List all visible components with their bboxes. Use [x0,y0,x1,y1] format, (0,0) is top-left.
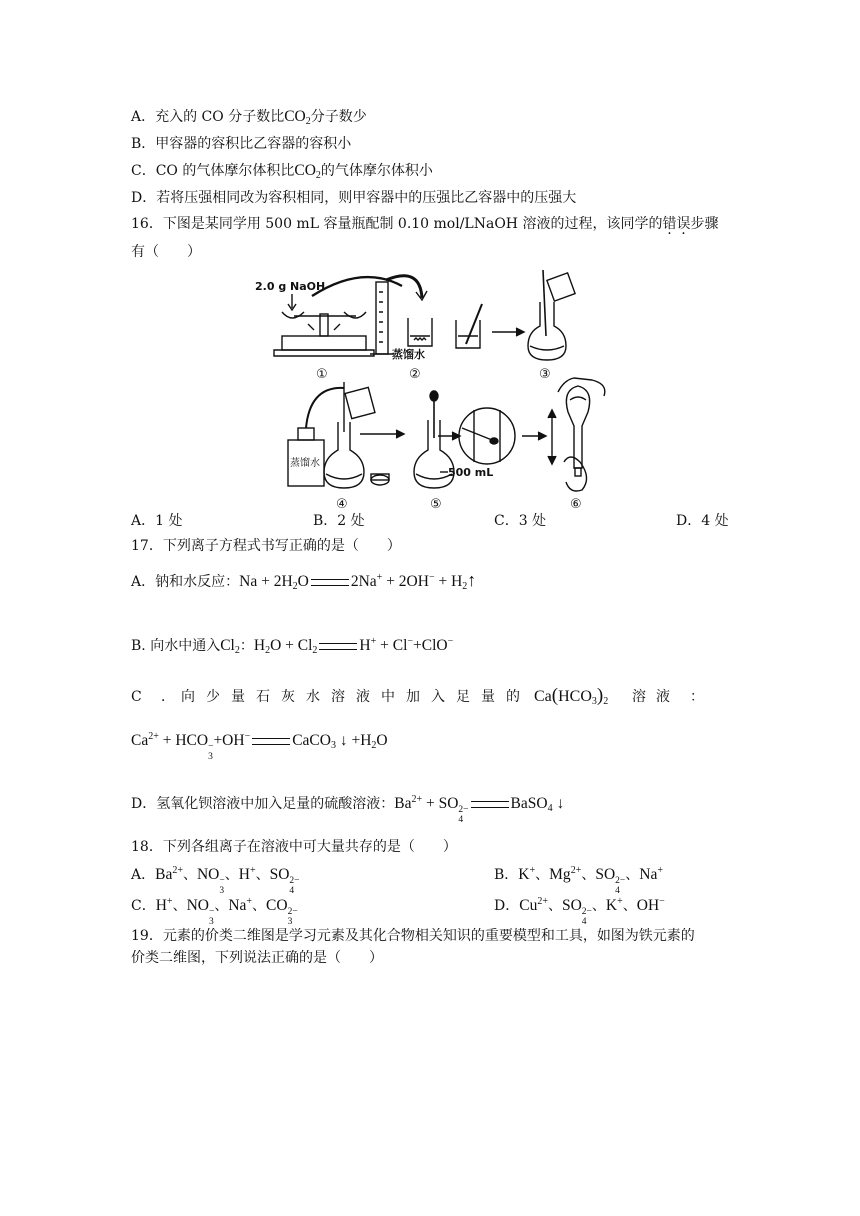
q15-a-tail: 分子数少 [310,109,367,125]
q15-option-b: B．甲容器的容积比乙容器的容积小 [131,136,352,152]
step-6-number: ⑥ [570,497,582,510]
q18-stem: 18．下列各组离子在溶液中可大量共存的是（ ） [131,839,457,855]
step-3-number: ③ [539,367,551,382]
q17-option-a: A．钠和水反应：$Na + 2H_2O$ $2Na^+ + 2OH^- + H_2↑$ [131,570,477,592]
q15-option-a [131,106,367,126]
q16-stem-line1: 16．下图是某同学用 500 mL 容量瓶配制 0.10 mol/LNaOH 溶液的过程，该同学的错误步骤 [131,216,719,232]
q17-option-c-line1: C ． 向 少 量 石 灰 水 溶 液 中 加 入 足 量 的 $Ca(HCO_3)_2$ 溶 液 ： [131,685,704,707]
step-1-number: ① [316,367,328,382]
distilled-water-label: 蒸馏水 [392,348,425,361]
ca-hco3-2-formula: $Ca(HCO_3)_2$ [534,685,609,707]
q15-option-c [131,160,433,180]
q16-option-b: B．2 处 [313,513,365,529]
q16-option-d: D．4 处 [676,513,729,529]
volume-label: 500 mL [448,466,494,479]
q16-option-a: A．1 处 [131,513,183,529]
q18-option-b: B．K+、$Mg^{2+}$、SO 2− 4 、Na+ [494,865,663,896]
q16-figure [252,262,614,510]
bottle-label: 蒸馏水 [290,458,320,469]
equation-b: $H_2O + Cl_2$ H+ + Cl−+ClO− [253,636,454,656]
equation-d: $Ba^{2+}$ + SO 2− 4 BaSO$_4$ ↓ [394,794,565,825]
naoh-label: 2.0 g NaOH [255,280,326,293]
q17-option-b: B. 向水中通入$Cl_2$：$H_2O + Cl_2$ H+ + Cl−+ClO− [131,636,454,656]
q17-option-d: D．氢氧化钡溶液中加入足量的硫酸溶液：$Ba^{2+}$ + SO 2− 4 BaSO$_4$ ↓ [131,794,565,825]
q17-stem: 17．下列离子方程式书写正确的是（ ） [131,538,401,554]
q18-option-a: A．$Ba^{2+}$、NO − 3 、H+、SO 2− 4 [131,865,300,896]
q19-stem-line2: 价类二维图，下列说法正确的是（ ） [131,950,383,966]
q15-a-text: A．充入的 CO 分子数比 [131,109,285,125]
equation-a: $Na + 2H_2O$ $2Na^+ + 2OH^- + H_2↑$ [239,570,477,592]
cl2-formula: $Cl_2$ [220,637,240,656]
emphasis-char: 误 [676,216,691,232]
q19-stem-line1: 19．元素的价类二维图是学习元素及其化合物相关知识的重要模型和工具，如图为铁元素的 [131,928,695,944]
q15-c-tail: 的气体摩尔体积小 [320,163,433,179]
q15-option-d: D．若将压强相同改为容积相同，则甲容器中的压强比乙容器中的压强大 [131,190,577,206]
q18-option-d: D．$Cu^{2+}$、SO 2− 4 、K+、OH− [494,896,665,927]
step-5-number: ⑤ [430,497,442,510]
emphasis-char: 错 [662,216,677,232]
q15-c-text: C．CO 的气体摩尔体积比 [131,163,295,179]
step-4-number: ④ [336,497,348,510]
equation-c: $Ca^{2+}$ + HCO − 3 +OH− CaCO$_3$ ↓ $+H_2O$ [131,731,388,762]
co2-formula: $CO_2$ [294,162,321,181]
q18-option-c: C．H+、NO − 3 、Na+、CO 2− 3 [131,896,298,927]
q16-stem-line2: 有（ ） [131,244,201,260]
co2-formula: $CO_2$ [284,108,311,127]
step-2-number: ② [409,367,421,382]
q16-option-c: C．3 处 [494,513,547,529]
